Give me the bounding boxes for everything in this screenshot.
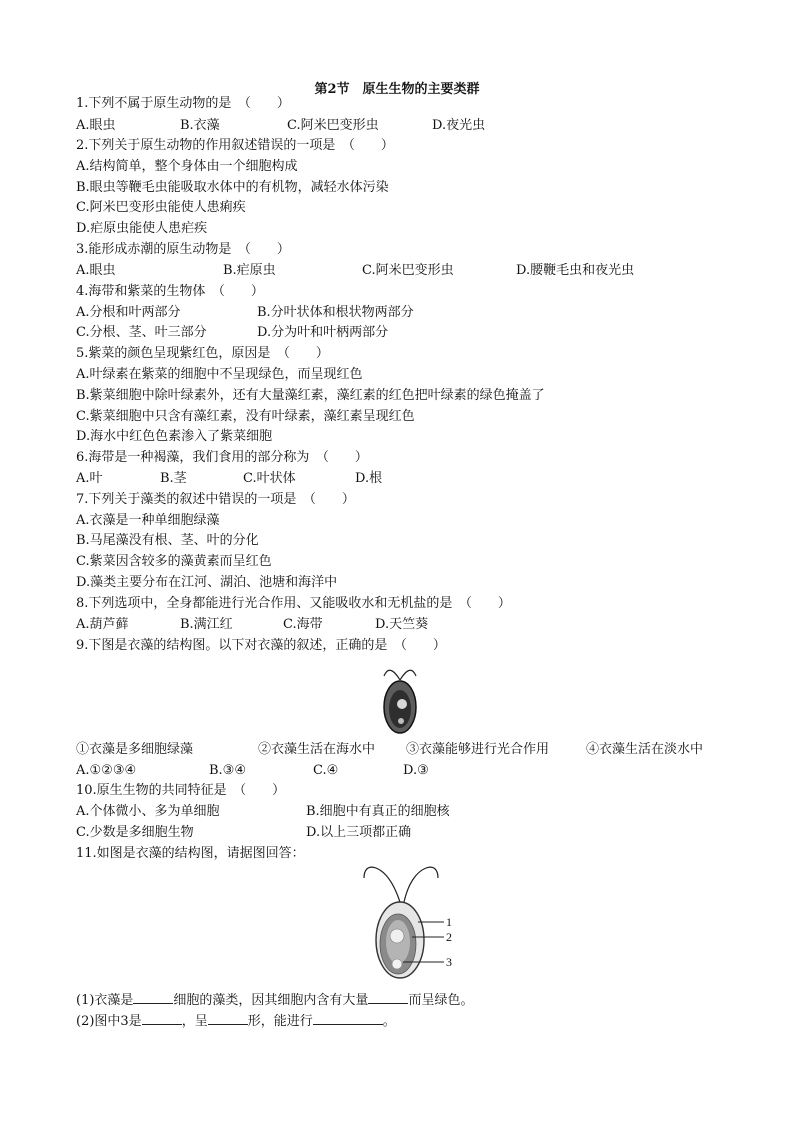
q2-option-a: A.结构简单，整个身体由一个细胞构成 — [76, 159, 298, 174]
q4-option-c: C.分根、茎、叶三部分 — [76, 325, 207, 340]
answer-blank-4[interactable] — [208, 1012, 248, 1025]
q10-stem: 10.原生生物的共同特征是 （ ） — [76, 783, 286, 798]
q1-option-b: B.衣藻 — [180, 118, 220, 133]
q11-sub1 — [76, 991, 473, 1010]
figure-label-1: 1 — [446, 915, 452, 929]
q2-option-d: D.疟原虫能使人患疟疾 — [76, 221, 208, 236]
q3-option-d: D.腰鞭毛虫和夜光虫 — [516, 263, 635, 278]
q9-option-a: A.①②③④ — [76, 763, 137, 778]
q9-option-c: C.④ — [313, 763, 339, 778]
q9-statement-3: ③衣藻能够进行光合作用 — [406, 742, 550, 757]
q11-sub2-part-c: 形，能进行 — [247, 1014, 313, 1029]
q4-stem: 4.海带和紫菜的生物体 （ ） — [76, 284, 264, 299]
q11-sub1-part-a: (1)衣藻是 — [76, 993, 134, 1008]
answer-blank-3[interactable] — [142, 1012, 182, 1025]
q6-option-d: D.根 — [355, 471, 383, 486]
q5-option-d: D.海水中红色色素渗入了紫菜细胞 — [76, 429, 273, 444]
q9-option-b: B.③④ — [209, 763, 246, 778]
q11-sub2-part-b: ，呈 — [181, 1014, 208, 1029]
q5-option-c: C.紫菜细胞中只含有藻红素，没有叶绿素，藻红素呈现红色 — [76, 409, 415, 424]
q11-stem: 11.如图是衣藻的结构图，请据图回答： — [76, 846, 305, 861]
chlamydomonas-figure-small — [360, 662, 440, 740]
q3-option-a: A.眼虫 — [76, 263, 116, 278]
q6-option-b: B.茎 — [160, 471, 187, 486]
q4-option-d: D.分为叶和叶柄两部分 — [257, 325, 389, 340]
q2-option-b: B.眼虫等鞭毛虫能吸取水体中的有机物，减轻水体污染 — [76, 180, 389, 195]
q8-option-a: A.葫芦藓 — [76, 617, 129, 632]
q8-option-d: D.天竺葵 — [375, 617, 429, 632]
q6-stem: 6.海带是一种褐藻，我们食用的部分称为 （ ） — [76, 450, 368, 465]
q10-option-b: B.细胞中有真正的细胞核 — [306, 804, 450, 819]
q6-option-c: C.叶状体 — [243, 471, 296, 486]
q9-statement-1: ①衣藻是多细胞绿藻 — [76, 742, 194, 757]
q9-statement-4: ④衣藻生活在淡水中 — [586, 742, 704, 757]
q1-option-a: A.眼虫 — [76, 118, 116, 133]
q10-option-c: C.少数是多细胞生物 — [76, 825, 194, 840]
q7-option-b: B.马尾藻没有根、茎、叶的分化 — [76, 533, 259, 548]
q4-option-b: B.分叶状体和根状物两部分 — [257, 305, 414, 320]
q11-sub2 — [76, 1012, 396, 1031]
q8-stem: 8.下列选项中，全身都能进行光合作用、又能吸收水和无机盐的是 （ ） — [76, 596, 511, 611]
answer-blank-1[interactable] — [133, 991, 173, 1004]
q9-stem: 9.下图是衣藻的结构图。以下对衣藻的叙述，正确的是 （ ） — [76, 638, 446, 653]
q7-option-a: A.衣藻是一种单细胞绿藻 — [76, 513, 220, 528]
q9-option-d: D.③ — [403, 763, 429, 778]
answer-blank-2[interactable] — [368, 991, 408, 1004]
figure-label-3: 3 — [446, 955, 452, 969]
q5-option-a: A.叶绿素在紫菜的细胞中不呈现绿色，而呈现红色 — [76, 367, 363, 382]
q3-option-c: C.阿米巴变形虫 — [362, 263, 454, 278]
q7-stem: 7.下列关于藻类的叙述中错误的一项是 （ ） — [76, 492, 355, 507]
q11-sub1-part-c: 而呈绿色。 — [408, 993, 474, 1008]
page-title: 第2节 原生生物的主要类群 — [314, 82, 480, 97]
q7-option-c: C.紫菜因含较多的藻黄素而呈红色 — [76, 554, 272, 569]
q11-sub1-part-b: 细胞的藻类，因其细胞内含有大量 — [173, 993, 369, 1008]
q5-option-b: B.紫菜细胞中除叶绿素外，还有大量藻红素，藻红素的红色把叶绿素的绿色掩盖了 — [76, 388, 545, 403]
answer-blank-5[interactable] — [313, 1012, 383, 1025]
q11-sub2-part-d: 。 — [382, 1014, 396, 1029]
q1-option-c: C.阿米巴变形虫 — [287, 118, 379, 133]
q1-option-d: D.夜光虫 — [432, 118, 486, 133]
q9-statement-2: ②衣藻生活在海水中 — [258, 742, 376, 757]
q8-option-c: C.海带 — [283, 617, 323, 632]
q5-stem: 5.紫菜的颜色呈现紫红色，原因是 （ ） — [76, 346, 329, 361]
q10-option-d: D.以上三项都正确 — [306, 825, 412, 840]
q4-option-a: A.分根和叶两部分 — [76, 305, 181, 320]
chlamydomonas-figure-labeled — [340, 862, 470, 984]
figure-label-2: 2 — [446, 930, 452, 944]
q8-option-b: B.满江红 — [180, 617, 233, 632]
q2-stem: 2.下列关于原生动物的作用叙述错误的一项是 （ ） — [76, 138, 394, 153]
q1-stem: 1.下列不属于原生动物的是 （ ） — [76, 96, 290, 111]
q3-option-b: B.疟原虫 — [223, 263, 276, 278]
q6-option-a: A.叶 — [76, 471, 103, 486]
q10-option-a: A.个体微小、多为单细胞 — [76, 804, 220, 819]
q3-stem: 3.能形成赤潮的原生动物是 （ ） — [76, 242, 290, 257]
q7-option-d: D.藻类主要分布在江河、湖泊、池塘和海洋中 — [76, 575, 338, 590]
q11-sub2-part-a: (2)图中3是 — [76, 1014, 142, 1029]
q2-option-c: C.阿米巴变形虫能使人患痢疾 — [76, 200, 246, 215]
